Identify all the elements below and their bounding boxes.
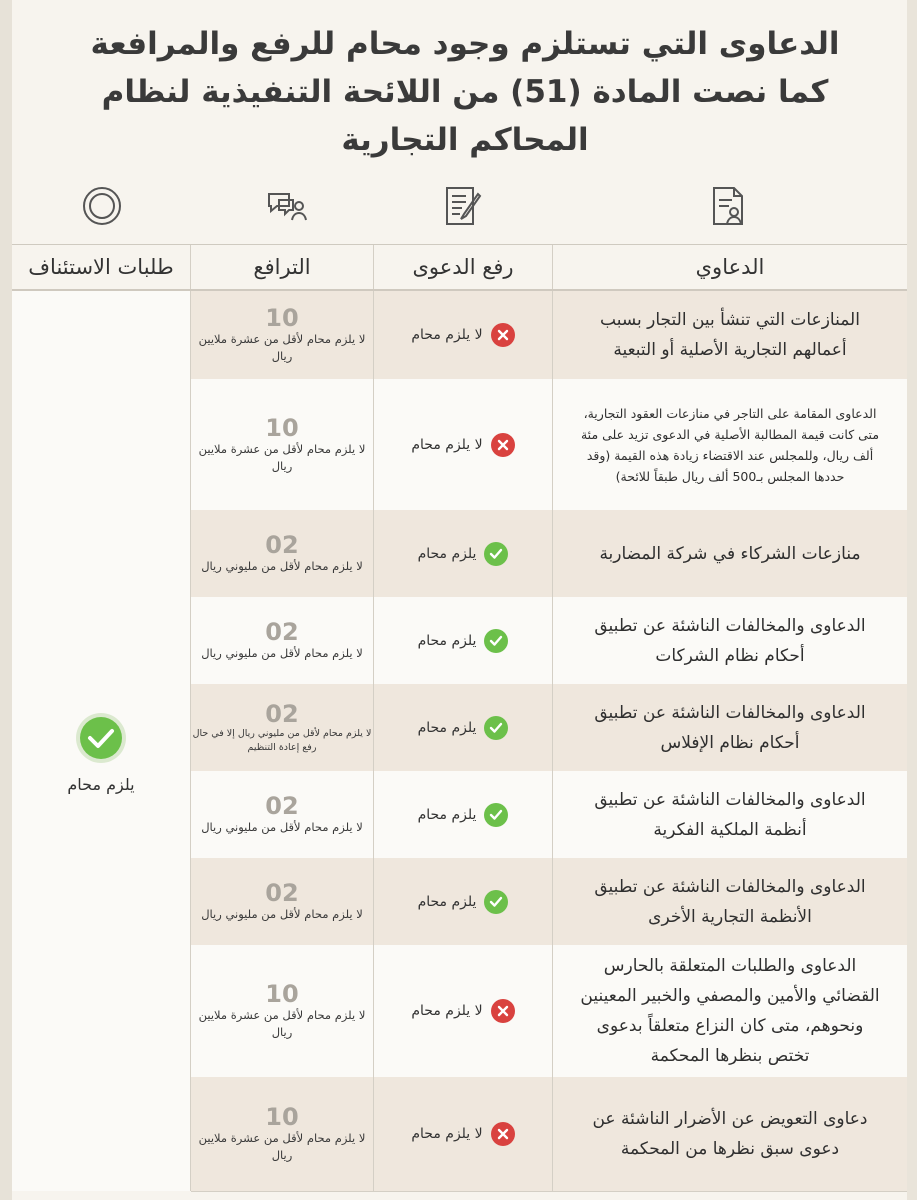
claim-cell [553,510,907,597]
pleading-note: لا يلزم محام لأقل من مليوني ريال إلا في حال رفع إعادة التنظيم [192,727,372,753]
page-title [40,20,890,164]
claim-cell [553,858,907,945]
filing-cell [374,771,553,858]
claim-cell [553,771,907,858]
people-chat-icon [257,178,317,234]
claim-cell [553,684,907,771]
x-circle-icon [491,433,515,457]
pleading-cell [191,379,374,510]
pleading-cell [191,858,374,945]
title-line-1: الدعاوى التي تستلزم وجود محام للرفع والمرافعة [90,26,840,62]
pleading-note: لا يلزم محام لأقل من عشرة ملايين ريال [198,441,366,473]
pleading-cell [191,771,374,858]
pleading-note: لا يلزم محام لأقل من مليوني ريال [201,646,363,660]
claim-text: الدعاوى والمخالفات الناشئة عن تطبيق أنظمة الملكية الفكرية [594,789,866,840]
pleading-cell [191,510,374,597]
filing-value: يلزم محام [417,893,477,910]
pleading-cell [191,945,374,1077]
filing-cell [374,510,553,597]
claim-cell [553,379,907,510]
document-pen-icon [432,178,492,234]
x-circle-icon [491,999,515,1023]
table-row [191,771,907,859]
pleading-number: 02 [265,879,299,907]
check-circle-icon [74,711,128,765]
table-row [191,858,907,946]
header-appeal: طلبات الاستئناف [12,245,191,289]
frame-edge-right [907,0,917,1200]
pleading-number: 10 [265,1103,299,1131]
pleading-number: 10 [265,980,299,1008]
pleading-number: 02 [265,792,299,820]
table-row [191,1077,907,1192]
claim-text: دعاوى التعويض عن الأضرار الناشئة عن دعوى سبق نظرها من المحكمة [592,1109,868,1159]
filing-value: يلزم محام [417,632,477,649]
pleading-number: 02 [265,531,299,559]
x-circle-icon [491,1122,515,1146]
filing-cell [374,597,553,684]
claim-cell [553,945,907,1077]
pleading-note: لا يلزم محام لأقل من مليوني ريال [201,820,363,834]
table-row [191,291,907,380]
filing-cell [374,945,553,1077]
claims-table [12,244,907,1191]
pleading-number: 10 [265,413,299,442]
filing-cell [374,379,553,510]
pleading-cell [191,291,374,379]
pleading-note: لا يلزم محام لأقل من مليوني ريال [201,907,363,921]
appeal-value: يلزم محام [67,775,135,794]
filing-value: يلزم محام [417,806,477,823]
claim-text: الدعاوى والمخالفات الناشئة عن تطبيق الأنظمة التجارية الأخرى [594,876,866,927]
pleading-note: لا يلزم محام لأقل من عشرة ملايين ريال [198,1008,366,1039]
claim-text: المنازعات التي تنشأ بين التجار بسبب أعمالهم التجارية الأصلية أو التبعية [600,310,860,360]
filing-value: لا يلزم محام [411,1126,483,1142]
filing-value: يلزم محام [417,719,477,736]
filing-value: لا يلزم محام [411,436,483,453]
filing-value: لا يلزم محام [411,1003,483,1019]
document-person-icon [698,178,758,234]
pleading-cell [191,597,374,684]
pleading-note: لا يلزم محام لأقل من مليوني ريال [201,559,363,573]
pleading-number: 02 [265,618,299,646]
table-row [191,684,907,772]
frame-edge-left [0,0,12,1200]
header-filing: رفع الدعوى [374,245,553,289]
table-row [191,510,907,598]
claim-cell [553,291,907,379]
title-line-3: المحاكم التجارية [341,122,589,158]
filing-cell [374,858,553,945]
title-line-2: كما نصت المادة (51) من اللائحة التنفيذية لنظام [101,74,829,110]
claim-text: الدعاوى والطلبات المتعلقة بالحارس القضائي والأمين والمصفي والخبير المعينين ونحوهم، متى كان النزاع متعلقاً بدعوى تختص بنظرها المحكمة [580,956,880,1066]
pleading-cell [191,1077,374,1191]
filing-value: لا يلزم محام [411,327,483,343]
column-icons [12,178,907,234]
filing-cell [374,1077,553,1191]
table-row [191,597,907,685]
pleading-number: 02 [265,699,299,728]
claim-text: الدعاوى المقامة على التاجر في منازعات العقود التجارية، متى كانت قيمة المطالبة الأصلية في الدعوى تزيد على مئة ألف ريال، وللمجلس عند الاقتضاء زيادة هذه القيمة (وقد حددها المجلس بـ500 ألف ريال طبقاً للائحة) [580,405,880,484]
x-circle-icon [491,323,515,347]
check-circle-icon [484,542,508,566]
claim-text: الدعاوى والمخالفات الناشئة عن تطبيق أحكام نظام الإفلاس [594,702,866,753]
pleading-note: لا يلزم محام لأقل من عشرة ملايين ريال [198,1131,366,1162]
appeal-column [12,291,191,1191]
check-circle-icon [484,716,508,740]
filing-value: يلزم محام [417,545,477,562]
pleading-note: لا يلزم محام لأقل من عشرة ملايين ريال [198,332,366,363]
table-row [191,379,907,511]
claim-text: الدعاوى والمخالفات الناشئة عن تطبيق أحكام نظام الشركات [594,615,866,666]
table-row [191,945,907,1078]
claim-cell [553,1077,907,1191]
claim-text: منازعات الشركاء في شركة المضاربة [599,543,861,564]
check-circle-icon [484,890,508,914]
header-pleading: الترافع [191,245,374,289]
circle-ring-icon [72,178,132,234]
filing-cell [374,291,553,379]
claim-cell [553,597,907,684]
pleading-cell [191,684,374,771]
pleading-number: 10 [265,304,299,332]
header-claims: الدعاوي [695,255,765,279]
check-circle-icon [484,803,508,827]
filing-cell [374,684,553,771]
check-circle-icon [484,629,508,653]
